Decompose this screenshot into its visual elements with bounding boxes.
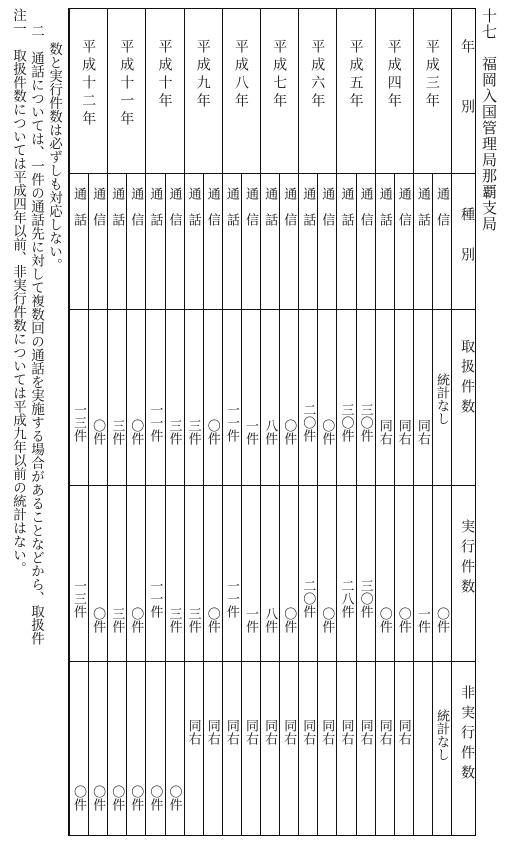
year-label: 平成三年 [423, 39, 440, 111]
year-label: 平成四年 [385, 39, 402, 111]
row-divider [69, 173, 475, 174]
type-sub-divider [317, 173, 318, 835]
type-sub-divider [241, 173, 242, 835]
nonexec-cell: 同右 [300, 719, 316, 745]
year-column-divider [336, 9, 337, 835]
executed-cell: 〇件 [434, 607, 449, 633]
year-column-divider [260, 9, 261, 835]
nonexec-cell: 統計なし [434, 709, 449, 761]
type-sub-divider [126, 173, 127, 835]
header-year-label: 年 別 [459, 39, 475, 119]
type-cell: 通 話 [262, 187, 278, 226]
year-label: 平成十一年 [118, 39, 135, 129]
nonexec-cell: 〇件 [128, 785, 144, 811]
executed-cell: 一一件 [147, 579, 163, 618]
handled-cell: 〇件 [128, 419, 144, 445]
handled-cell: 一一件 [223, 403, 239, 442]
type-sub-divider [356, 173, 357, 835]
header-handled-label: 取扱件数 [459, 339, 475, 419]
type-cell: 通 信 [319, 187, 335, 226]
handled-cell: 一一件 [147, 403, 163, 442]
row-divider [69, 661, 475, 662]
handled-cell: 〇件 [204, 419, 220, 445]
type-sub-divider [88, 173, 89, 835]
year-column-divider [145, 9, 146, 835]
executed-cell: 二〇件 [300, 579, 316, 618]
note-2: 二 通話については、一件の通話先に対して複数回の通話を実施する場合があることなどから、取扱件 [28, 24, 44, 645]
type-cell: 通 話 [223, 187, 239, 226]
executed-cell: 二八件 [338, 579, 354, 618]
year-label: 平成八年 [232, 39, 249, 111]
nonexec-cell: 同右 [281, 719, 297, 745]
handled-cell: 同右 [376, 419, 392, 445]
nonexec-cell: 〇件 [147, 785, 163, 811]
nonexec-cell: 同右 [319, 719, 335, 745]
document-title: 十七 福岡入国管理局那覇支局 [480, 8, 498, 232]
note-3: 数と実行件数は必ずしも対応しない。 [46, 42, 62, 272]
handled-cell: 同右 [395, 419, 411, 445]
executed-cell: 三件 [109, 607, 125, 633]
handled-cell: 〇件 [90, 419, 106, 445]
nonexec-cell: 同右 [223, 719, 239, 745]
handled-cell: 三〇件 [357, 403, 373, 442]
executed-cell: 三〇件 [357, 579, 373, 618]
executed-cell: 三件 [166, 607, 182, 633]
type-sub-divider [432, 173, 433, 835]
nonexec-cell: 同右 [357, 719, 373, 745]
executed-cell: 一件 [414, 607, 430, 633]
executed-cell: 一一件 [223, 579, 239, 618]
handled-cell: 〇件 [281, 419, 297, 445]
type-cell: 通 信 [434, 187, 449, 226]
nonexec-cell: 同右 [338, 719, 354, 745]
type-cell: 通 話 [147, 187, 163, 226]
type-cell: 通 話 [338, 187, 354, 226]
executed-cell: 三件 [185, 607, 201, 633]
type-cell: 通 話 [300, 187, 316, 226]
executed-cell: 〇件 [319, 607, 335, 633]
nonexec-cell: 同右 [395, 719, 411, 745]
type-cell: 通 話 [376, 187, 392, 226]
nonexec-cell: 〇件 [109, 785, 125, 811]
type-sub-divider [279, 173, 280, 835]
nonexec-cell: 同右 [376, 719, 392, 745]
year-column-divider [375, 9, 376, 835]
type-sub-divider [203, 173, 204, 835]
nonexec-cell: 同右 [204, 719, 220, 745]
row-divider [69, 309, 475, 310]
nonexec-cell: 〇件 [90, 785, 106, 811]
nonexec-cell: 同右 [262, 719, 278, 745]
executed-cell: 〇件 [128, 607, 144, 633]
handled-cell: 三件 [109, 419, 125, 445]
year-label: 平成九年 [194, 39, 211, 111]
type-sub-divider [165, 173, 166, 835]
executed-cell: 〇件 [376, 607, 392, 633]
header-executed-label: 実行件数 [459, 519, 475, 599]
executed-cell: 一三件 [71, 579, 86, 618]
type-cell: 通 話 [71, 187, 86, 226]
nonexec-cell: 同右 [185, 719, 201, 745]
year-label: 平成六年 [309, 39, 326, 111]
type-cell: 通 信 [90, 187, 106, 226]
handled-cell: 〇件 [319, 419, 335, 445]
year-label: 平成十二年 [80, 39, 97, 129]
handled-cell: 同右 [414, 419, 430, 445]
type-sub-divider [394, 173, 395, 835]
handled-cell: 八件 [262, 419, 278, 445]
executed-cell: 〇件 [281, 607, 297, 633]
handled-cell: 一三件 [71, 403, 86, 442]
row-divider [69, 485, 475, 486]
type-cell: 通 話 [185, 187, 201, 226]
nonexec-cell: 〇件 [166, 785, 182, 811]
nonexec-cell: 同右 [243, 719, 258, 745]
type-cell: 通 信 [166, 187, 182, 226]
type-cell: 通 話 [109, 187, 125, 226]
header-nonexec-label: 非実行件数 [459, 685, 475, 785]
year-label: 平成七年 [271, 39, 288, 111]
handled-cell: 統計なし [434, 373, 449, 425]
executed-cell: 一件 [243, 607, 258, 633]
year-label: 平成五年 [347, 39, 364, 111]
executed-cell: 〇件 [395, 607, 411, 633]
year-label: 平成十年 [156, 39, 173, 111]
type-cell: 通 信 [204, 187, 220, 226]
year-column-divider [298, 9, 299, 835]
type-cell: 通 信 [357, 187, 373, 226]
type-cell: 通 話 [414, 187, 430, 226]
year-column-divider [222, 9, 223, 835]
year-column-divider [184, 9, 185, 835]
type-cell: 通 信 [128, 187, 144, 226]
footnotes [6, 8, 66, 848]
handled-cell: 三件 [166, 419, 182, 445]
type-cell: 通 信 [281, 187, 297, 226]
handled-cell: 一件 [243, 419, 258, 445]
nonexec-cell: 〇件 [71, 785, 86, 811]
type-cell: 通 信 [243, 187, 258, 226]
note-1: 注一 取扱件数については平成四年以前、非実行件数については平成九年以前の統計はない。 [10, 8, 26, 575]
header-type-label: 種 別 [459, 207, 475, 267]
header-column-divider [451, 9, 452, 835]
handled-cell: 二〇件 [300, 403, 316, 442]
year-column-divider [413, 9, 414, 835]
year-column-divider [107, 9, 108, 835]
executed-cell: 〇件 [204, 607, 220, 633]
executed-cell: 〇件 [90, 607, 106, 633]
statistics-table [68, 8, 476, 836]
executed-cell: 八件 [262, 607, 278, 633]
handled-cell: 三件 [185, 419, 201, 445]
year-column-divider [69, 9, 70, 835]
handled-cell: 三〇件 [338, 403, 354, 442]
type-cell: 通 信 [395, 187, 411, 226]
